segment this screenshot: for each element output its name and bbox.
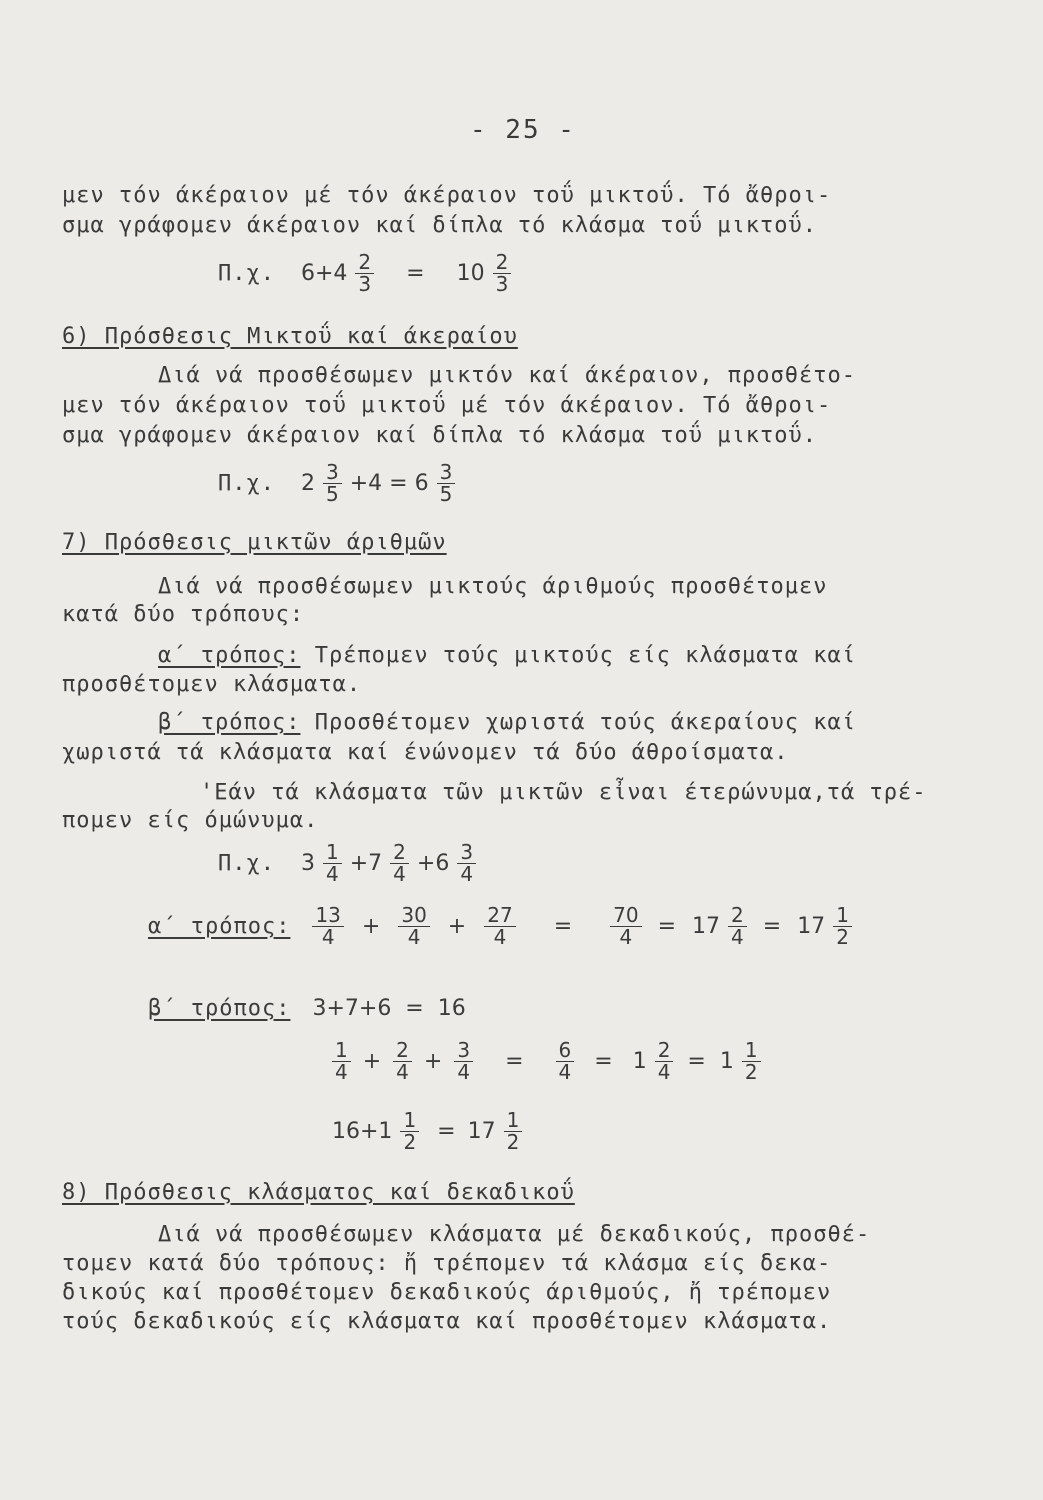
denominator: 2	[403, 1130, 417, 1154]
expr-term: 3+7+6 = 16	[312, 996, 466, 1021]
paragraph-line: πομεν είς όμώνυμα.	[62, 808, 319, 833]
numerator: 2	[355, 252, 374, 274]
fraction	[400, 1110, 419, 1153]
way-a-line	[158, 643, 856, 668]
numerator: 2	[493, 252, 512, 274]
denominator: 4	[325, 862, 339, 886]
fraction	[493, 252, 512, 295]
paragraph-line: τούς δεκαδικούς είς κλάσματα καί προσθέτομεν κλάσματα.	[62, 1309, 832, 1334]
denominator: 4	[460, 862, 474, 886]
numerator: 2	[390, 842, 409, 864]
section-heading-8: 8) Πρόσθεσις κλάσματος καί δεκαδικοΰ	[62, 1180, 575, 1205]
numerator: 6	[556, 1040, 575, 1062]
fraction	[610, 905, 641, 948]
denominator: 2	[744, 1060, 758, 1084]
example-3	[218, 842, 480, 885]
expr-term: 17	[797, 914, 826, 939]
fraction	[742, 1040, 761, 1083]
numerator: 1	[400, 1110, 419, 1132]
fraction	[355, 252, 374, 295]
numerator: 1	[323, 842, 342, 864]
fraction	[655, 1040, 674, 1083]
paragraph-line: δικούς καί προσθέτομεν δεκαδικούς άριθμούς, ἤ τρέπομεν	[62, 1280, 832, 1305]
way-b-line	[158, 710, 856, 735]
fraction	[833, 905, 852, 948]
expr-term: 16+1	[332, 1119, 393, 1144]
example-label: Π.χ.	[218, 471, 275, 496]
numerator: 2	[728, 905, 747, 927]
denominator: 4	[396, 1060, 409, 1084]
paragraph-line: Διά νά προσθέσωμεν κλάσματα μέ δεκαδικούς, προσθέ-	[158, 1222, 871, 1247]
paragraph-line: σμα γράφομεν άκέραιον καί δίπλα τό κλάσμα τοΰ μικτοΰ.	[62, 423, 817, 448]
fraction	[312, 905, 343, 948]
denominator: 4	[407, 925, 421, 949]
page-number: - 25 -	[470, 115, 576, 145]
denominator: 5	[325, 482, 339, 506]
fraction	[457, 842, 476, 885]
section-heading-7: 7) Πρόσθεσις μικτῶν άριθμῶν	[62, 530, 447, 555]
numerator: 1	[833, 905, 852, 927]
equals-sign: =	[762, 914, 782, 939]
example-label: Π.χ.	[218, 261, 275, 286]
plus-sign: +	[447, 914, 467, 939]
equals-sign: =	[406, 261, 425, 286]
expr-term: 10	[456, 261, 485, 286]
way-b-text: Προσθέτομεν χωριστά τούς άκεραίους καί	[300, 710, 857, 735]
numerator: 3	[323, 462, 342, 484]
equals-sign: =	[505, 1049, 524, 1074]
example-label: Π.χ.	[218, 851, 275, 876]
numerator: 13	[312, 905, 343, 927]
denominator: 4	[657, 1060, 671, 1084]
denominator: 4	[321, 925, 335, 949]
fraction	[323, 842, 342, 885]
equals-sign: =	[437, 1119, 456, 1144]
equals-sign: =	[687, 1049, 706, 1074]
paragraph-line: σμα γράφομεν άκέραιον καί δίπλα τό κλάσμα τοΰ μικτοΰ.	[62, 213, 817, 238]
paragraph-line: μεν τόν άκέραιον μέ τόν άκέραιον τοΰ μικτοΰ. Τό ἄθροι-	[62, 183, 832, 208]
paragraph-line: κατά δύο τρόπους:	[62, 602, 305, 627]
denominator: 2	[836, 925, 849, 949]
plus-sign: +	[362, 1049, 382, 1074]
denominator: 5	[439, 482, 453, 506]
denominator: 4	[457, 1060, 471, 1084]
fraction	[484, 905, 515, 948]
paragraph-line: Διά νά προσθέσωμεν μικτούς άριθμούς προσθέτομεν	[158, 574, 828, 599]
way-a-label: α΄ τρόπος:	[158, 643, 301, 668]
fraction	[504, 1110, 523, 1153]
denominator: 4	[493, 925, 507, 949]
fraction	[393, 1040, 412, 1083]
fraction	[454, 1040, 473, 1083]
calc-label: β΄ τρόπος:	[148, 996, 291, 1021]
denominator: 4	[619, 925, 633, 949]
denominator: 3	[358, 272, 372, 296]
calc-label: α΄ τρόπος:	[148, 914, 291, 939]
numerator: 3	[457, 842, 476, 864]
way-b-label: β΄ τρόπος:	[158, 710, 301, 735]
denominator: 4	[558, 1060, 572, 1084]
calc-way-b	[148, 996, 470, 1021]
paragraph-line: προσθέτομεν κλάσματα.	[62, 672, 362, 697]
numerator: 3	[454, 1040, 473, 1062]
paragraph-line: χωριστά τά κλάσματα καί ένώνομεν τά δύο άθροίσματα.	[62, 740, 789, 765]
paragraph-line: 'Εάν τά κλάσματα τῶν μικτῶν εἶναι έτερώνυμα,τά τρέ-	[200, 780, 927, 805]
example-2	[218, 462, 459, 505]
equals-sign: =	[553, 914, 573, 939]
way-a-text: Τρέπομεν τούς μικτούς είς κλάσματα καί	[300, 643, 857, 668]
numerator: 30	[398, 905, 429, 927]
numerator: 1	[742, 1040, 761, 1062]
paragraph-line: μεν τόν άκέραιον τοΰ μικτοΰ μέ τόν άκέραιον. Τό ἄθροι-	[62, 393, 832, 418]
paragraph-line: Διά νά προσθέσωμεν μικτόν καί άκέραιον, προσθέτο-	[158, 363, 857, 388]
calc-way-a	[148, 905, 856, 948]
denominator: 2	[506, 1130, 520, 1154]
fraction	[332, 1040, 351, 1083]
expr-term: 1	[719, 1049, 734, 1074]
denominator: 4	[335, 1060, 348, 1084]
expr-term: +4 = 6	[349, 471, 429, 496]
denominator: 4	[393, 862, 406, 886]
expr-term: 1	[632, 1049, 647, 1074]
numerator: 70	[610, 905, 641, 927]
numerator: 27	[484, 905, 515, 927]
denominator: 3	[495, 272, 509, 296]
paragraph-line: τομεν κατά δύο τρόπους: ἤ τρέπομεν τά κλάσμα είς δεκα-	[62, 1251, 832, 1276]
example-1	[218, 252, 515, 295]
expr-term: 17	[692, 914, 721, 939]
denominator: 4	[731, 925, 744, 949]
plus-sign: +	[423, 1049, 443, 1074]
expr-term: 17	[467, 1119, 496, 1144]
numerator: 2	[393, 1040, 412, 1062]
expr-term: +6	[416, 851, 450, 876]
fraction	[398, 905, 429, 948]
section-heading-6: 6) Πρόσθεσις Μικτοΰ καί άκεραίου	[62, 324, 518, 349]
calc-way-b-fractions	[328, 1040, 765, 1083]
numerator: 1	[504, 1110, 523, 1132]
expr-term: 6+4	[300, 261, 348, 286]
fraction	[728, 905, 747, 948]
fraction	[437, 462, 456, 505]
equals-sign: =	[594, 1049, 613, 1074]
plus-sign: +	[361, 914, 381, 939]
equals-sign: =	[657, 914, 677, 939]
numerator: 3	[437, 462, 456, 484]
numerator: 2	[655, 1040, 674, 1062]
expr-term: 2	[300, 471, 315, 496]
expr-term: +7	[349, 851, 383, 876]
fraction	[390, 842, 409, 885]
fraction	[323, 462, 342, 505]
expr-term: 3	[300, 851, 315, 876]
numerator: 1	[332, 1040, 351, 1062]
fraction	[556, 1040, 575, 1083]
calc-way-b-final	[328, 1110, 526, 1153]
